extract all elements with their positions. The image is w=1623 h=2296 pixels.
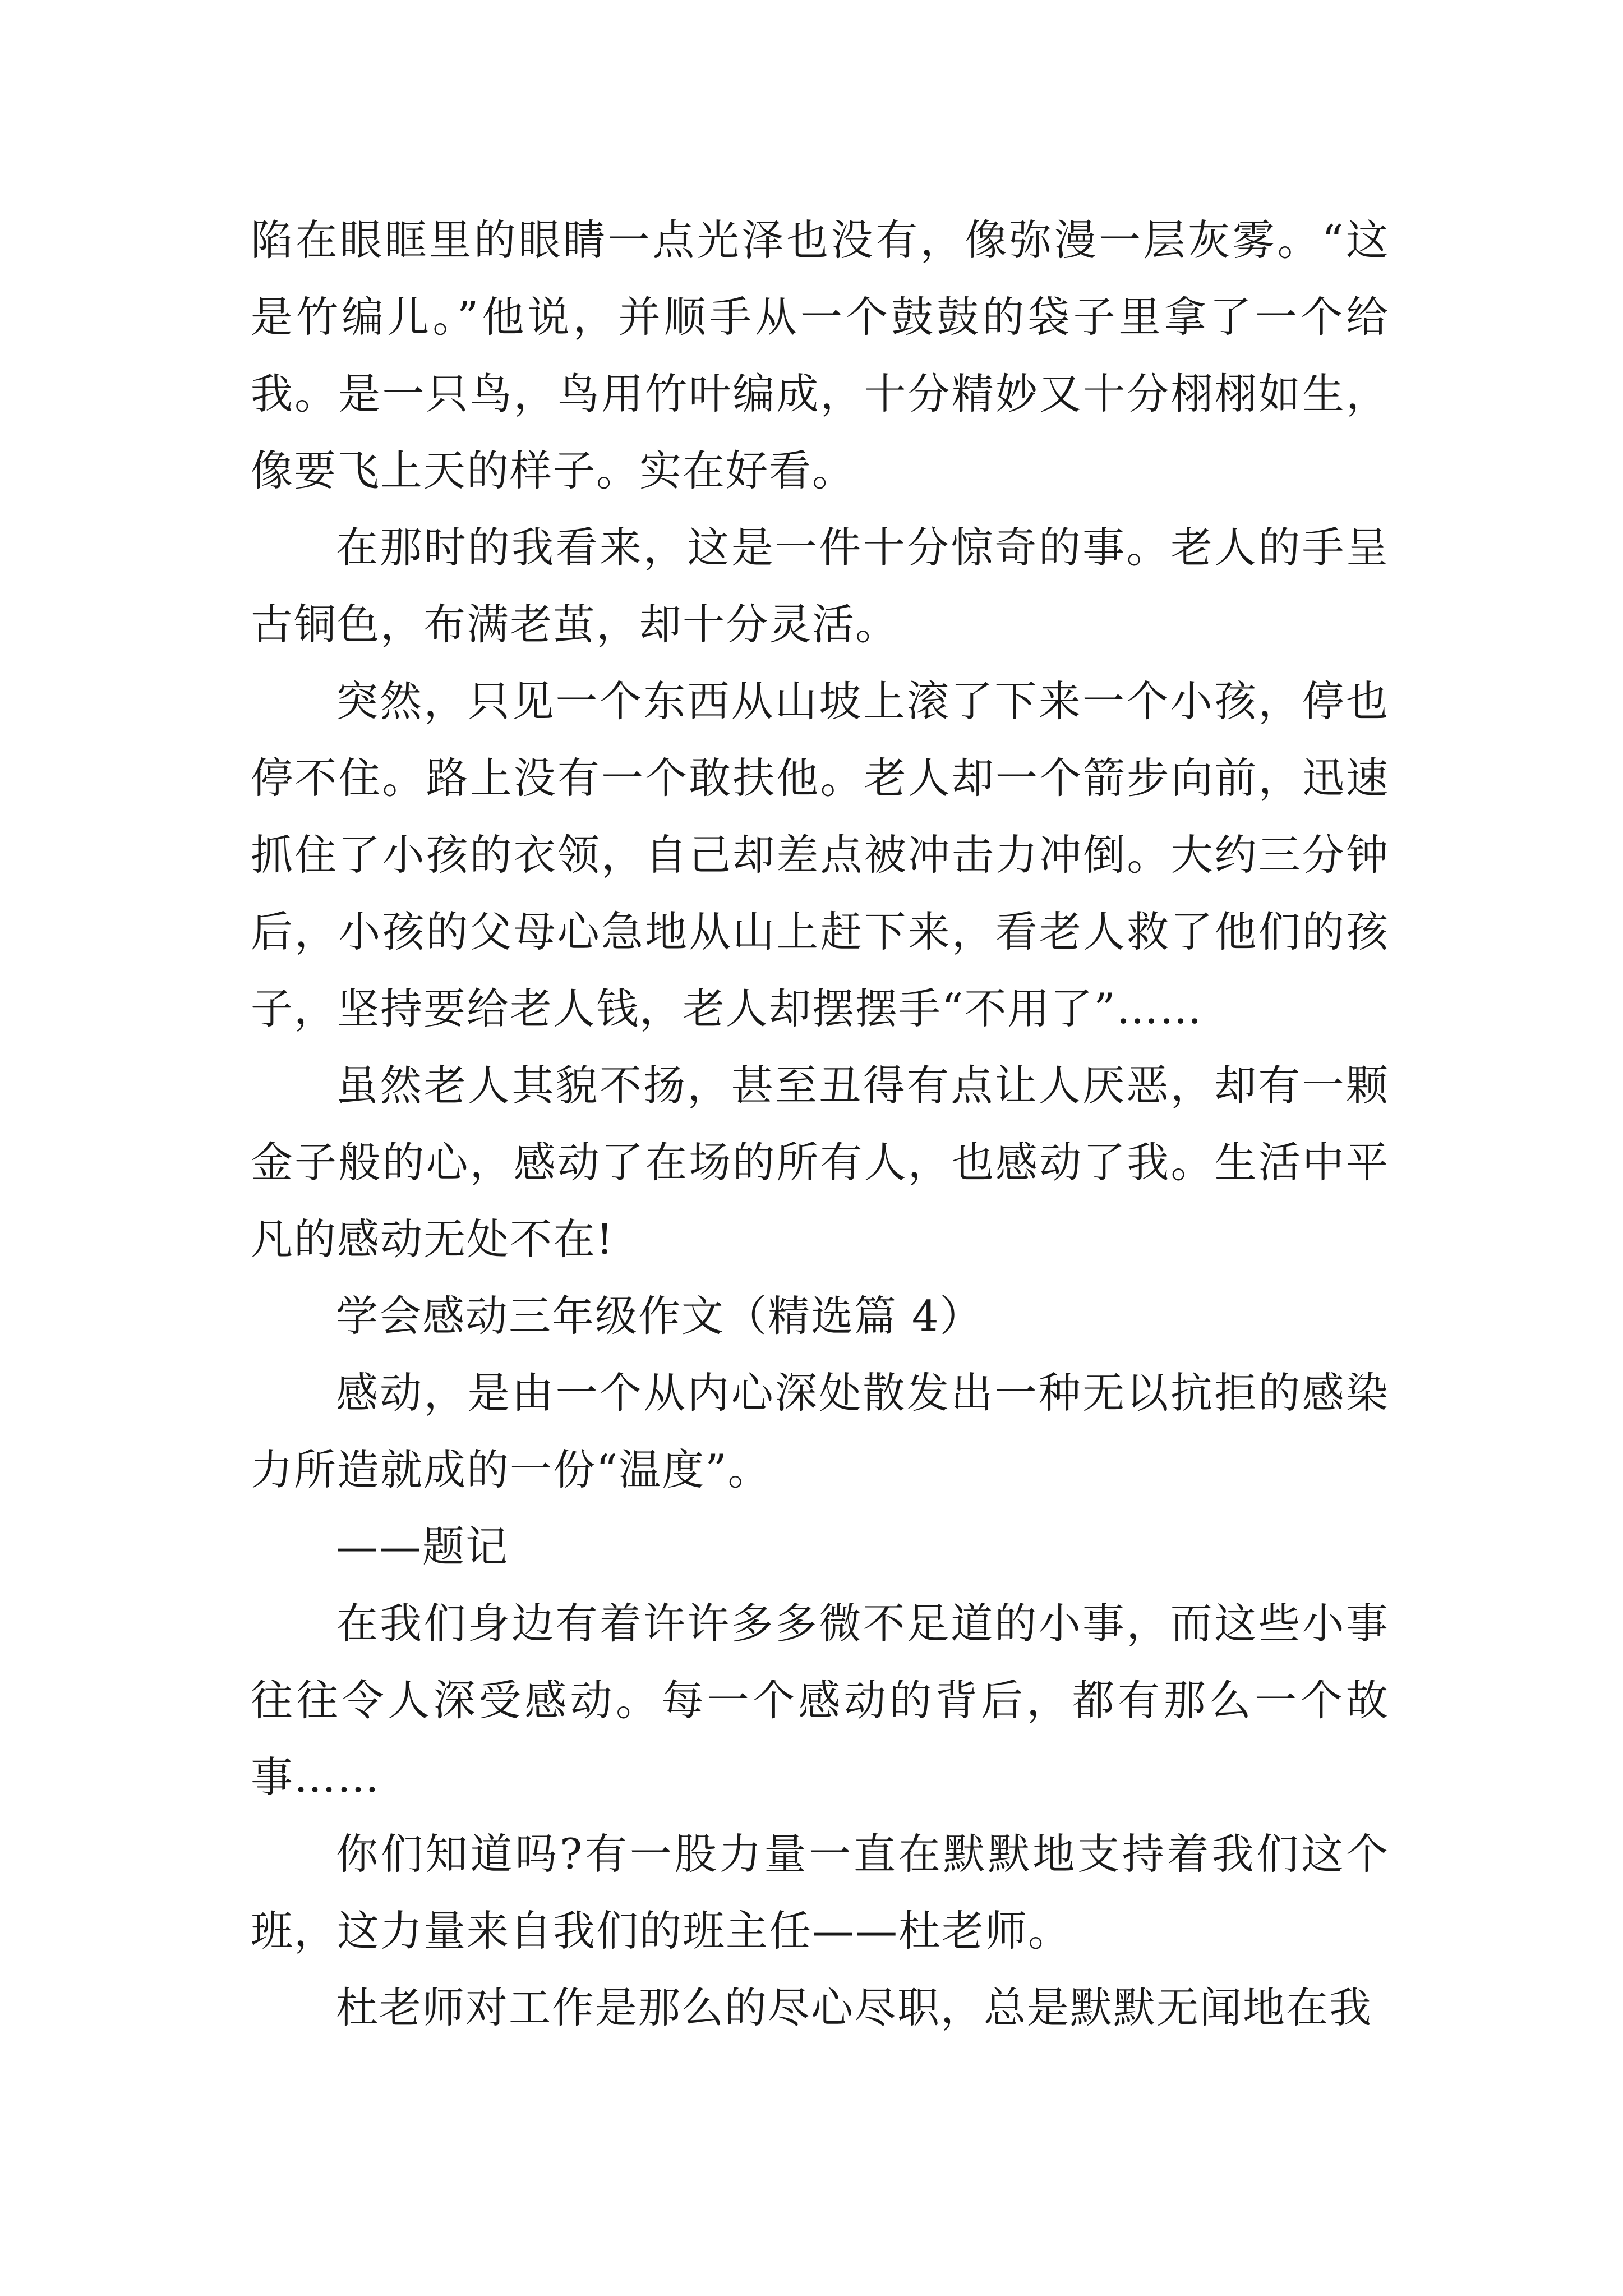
epigraph: 感动，是由一个从内心深处散发出一种无以抗拒的感染力所造就成的一份“温度”。 [251,1368,1389,1494]
epigraph-attribution: ——题记 [336,1522,509,1571]
paragraph-6: 你们知道吗?有一股力量一直在默默地支持着我们这个班，这力量来自我们的班主任——杜老师。 [251,1829,1389,1955]
paragraph-5: 在我们身边有着许许多多微不足道的小事，而这些小事往往令人深受感动。每一个感动的背后，都有那么一个故事…… [251,1599,1389,1802]
document-body [251,202,1389,2046]
paragraph-4: 虽然老人其貌不扬，甚至丑得有点让人厌恶，却有一颗金子般的心，感动了在场的所有人，也感动了我。生活中平凡的感动无处不在! [251,1061,1389,1264]
paragraph-7: 杜老师对工作是那么的尽心尽职，总是默默无闻地在我 [336,1983,1373,2032]
section-heading: 学会感动三年级作文（精选篇 4） [336,1291,983,1341]
paragraph-2: 在那时的我看来，这是一件十分惊奇的事。老人的手呈古铜色，布满老茧，却十分灵活。 [251,523,1389,649]
paragraph-3: 突然，只见一个东西从山坡上滚了下来一个小孩，停也停不住。路上没有一个敢扶他。老人却一个箭步向前，迅速抓住了小孩的衣领，自己却差点被冲击力冲倒。大约三分钟后，小孩的父母心急地从山上赶下来，看老人救了他们的孩子，坚持要给老人钱，老人却摆摆手“不用了”…… [251,677,1389,1033]
paragraph-1: 陷在眼眶里的眼睛一点光泽也没有，像弥漫一层灰雾。“这是竹编儿。”他说，并顺手从一个鼓鼓的袋子里拿了一个给我。是一只鸟，鸟用竹叶编成，十分精妙又十分栩栩如生，像要飞上天的样子。实在好看。 [251,215,1389,495]
